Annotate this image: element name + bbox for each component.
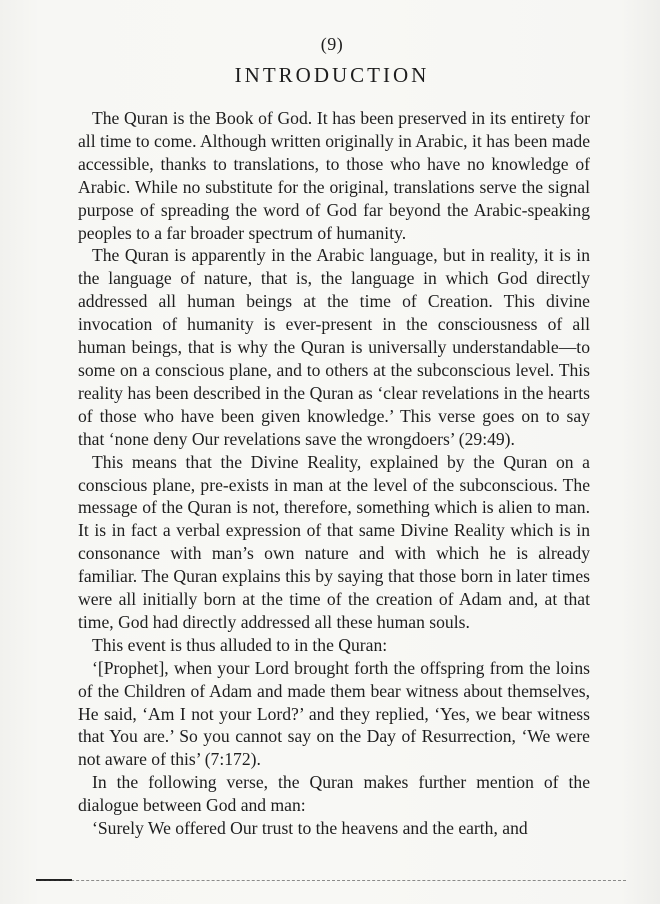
page-number: (9) <box>320 34 344 54</box>
paragraph: The Quran is apparently in the Arabic language, but in reality, it is in the language of nature, that is, the language in which God directly addressed all human beings at the time of Creation. This divine invocation of humanity is ever-present in the consciousness of all human beings, that is why the Quran is universally understandable—to some on a conscious plane, and to others at the subconscious level. This reality has been described in the Quran as ‘clear revelations in the hearts of those who have been given knowledge.’ This verse goes on to say that ‘none deny Our revelations save the wrongdoers’ (29:49). <box>78 245 590 449</box>
page-title: INTRODUCTION <box>234 63 430 87</box>
paragraph: ‘[Prophet], when your Lord brought forth the offspring from the loins of the Children of Adam and made them bear witness about themselves, He said, ‘Am I not your Lord?’ and they replied, ‘Yes, we bear witness that You are.’ So you cannot say on the Day of Resurrection, ‘We were not aware of this’ (7:172). <box>78 657 590 770</box>
paragraph: ‘Surely We offered Our trust to the heavens and the earth, and <box>92 818 528 839</box>
paragraph: This event is thus alluded to in the Quran: <box>92 634 388 655</box>
body-text <box>78 107 590 840</box>
next-line-bleed <box>36 880 626 881</box>
paragraph: In the following verse, the Quran makes further mention of the dialogue between God and man: <box>78 772 590 816</box>
paragraph: The Quran is the Book of God. It has been preserved in its entirety for all time to come. Although written originally in Arabic, it has been made accessible, thanks to translations, to those who have no knowledge of Arabic. While no substitute for the original, translations serve the signal purpose of spreading the word of God far beyond the Arabic-speaking peoples to a far broader spectrum of humanity. <box>78 108 590 243</box>
paragraph: This means that the Divine Reality, explained by the Quran on a conscious plane, pre-exists in man at the level of the subconscious. The message of the Quran is not, therefore, something which is alien to man. It is in fact a verbal expression of that same Divine Reality which is in consonance with man’s own nature and with which he is already familiar. The Quran explains this by saying that those born in later times were all initially born at the time of the creation of Adam and, at that time, God had directly addressed all these human souls. <box>78 451 590 632</box>
